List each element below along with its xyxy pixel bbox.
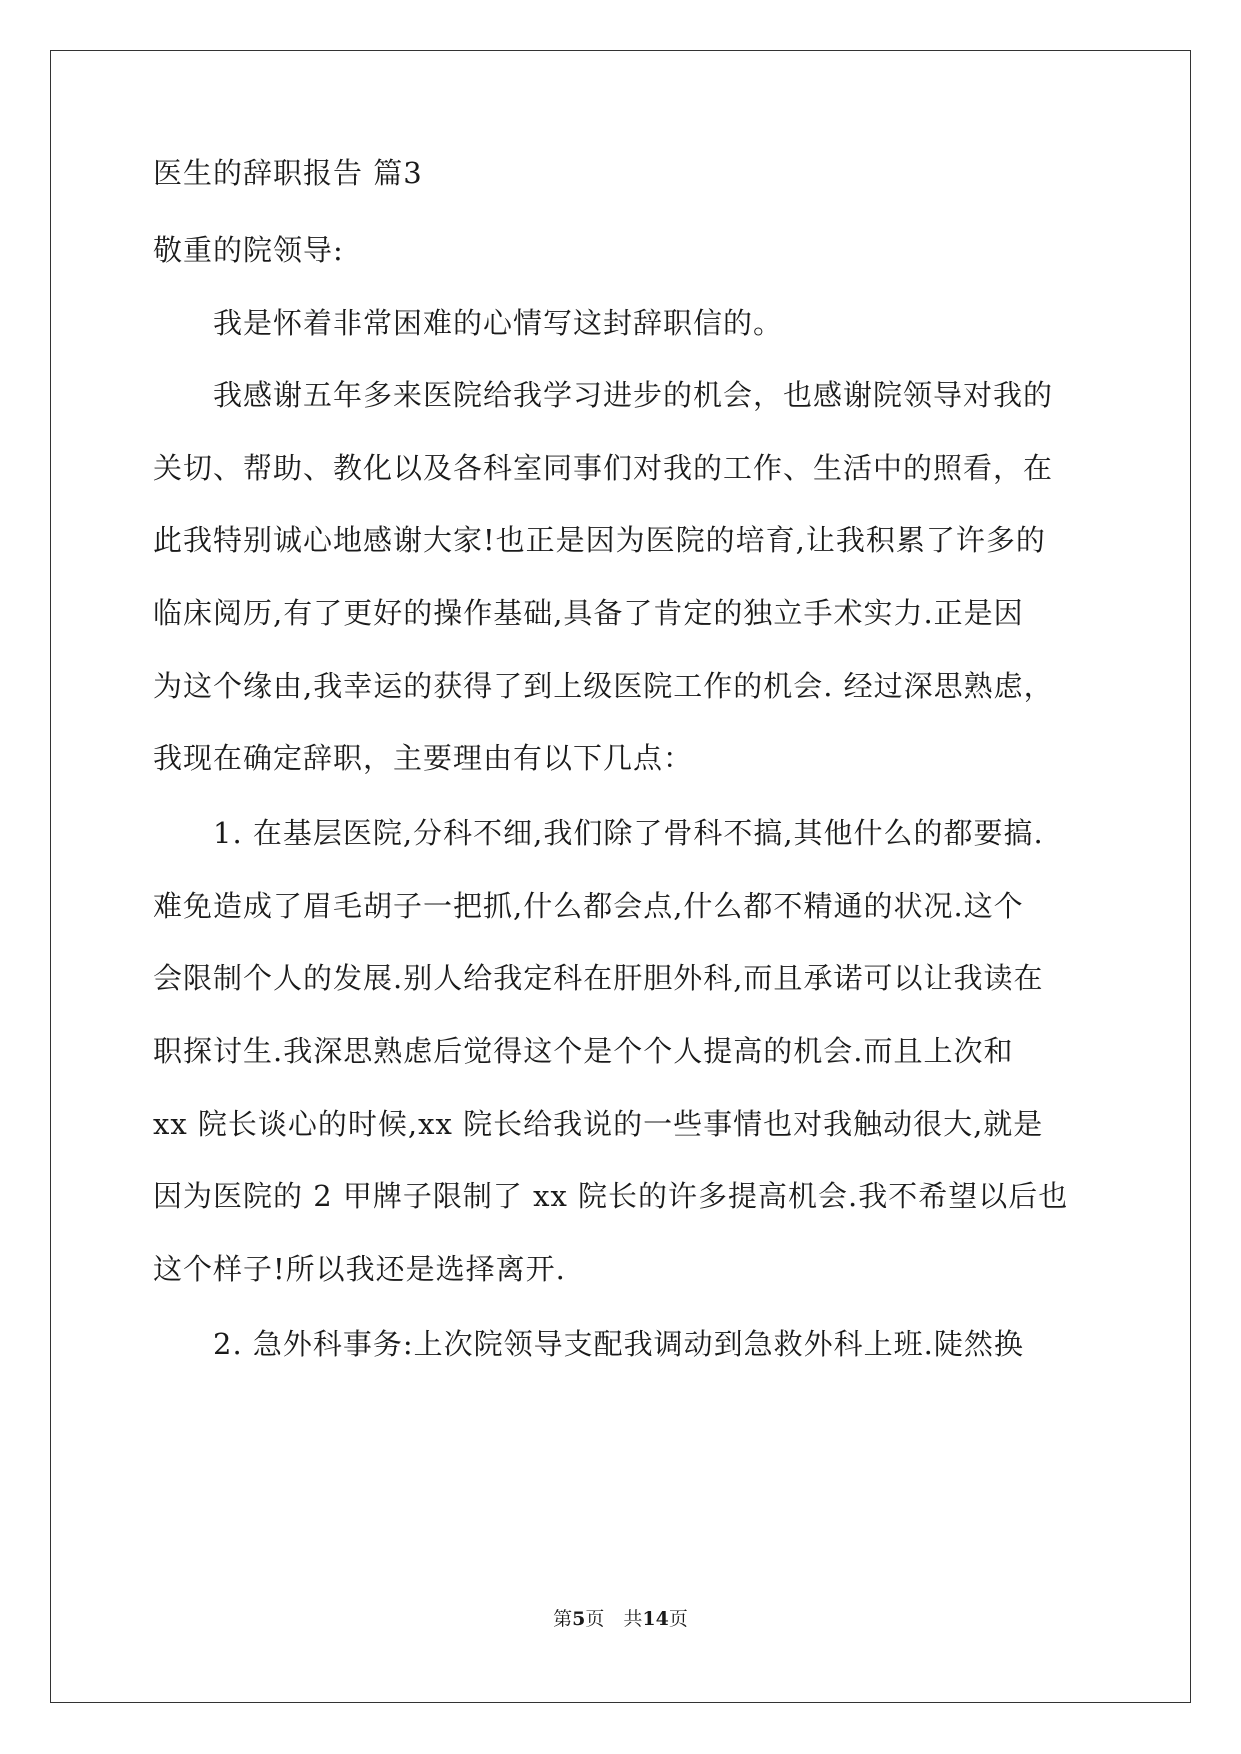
page-number-mid: 页 共 (585, 1608, 643, 1630)
page-footer (0, 1607, 1241, 1631)
body-line: 因为医院的 2 甲牌子限制了 xx 院长的许多提高机会.我不希望以后也 (153, 1179, 1069, 1213)
body-line: 我是怀着非常困难的心情写这封辞职信的。 (213, 306, 784, 340)
body-line: 我感谢五年多来医院给我学习进步的机会，也感谢院领导对我的 (213, 378, 1054, 412)
body-line: 职探讨生.我深思熟虑后觉得这个是个个人提高的机会.而且上次和 (153, 1034, 1014, 1068)
body-line: 关切、帮助、教化以及各科室同事们对我的工作、生活中的照看，在 (153, 451, 1054, 485)
body-line: 这个样子!所以我还是选择离开. (153, 1252, 566, 1286)
page-number-suffix: 页 (668, 1608, 688, 1630)
salutation: 敬重的院领导: (153, 233, 344, 267)
page-number-current: 5 (572, 1608, 586, 1630)
body-line: 为这个缘由,我幸运的获得了到上级医院工作的机会. 经过深思熟虑， (153, 669, 1054, 703)
body-line: 会限制个人的发展.别人给我定科在肝胆外科,而且承诺可以让我读在 (153, 961, 1044, 995)
body-line: 1. 在基层医院,分科不细,我们除了骨科不搞,其他什么的都要搞. (213, 816, 1044, 850)
page-number-total: 14 (642, 1608, 669, 1630)
document-title: 医生的辞职报告 篇3 (153, 156, 423, 190)
body-line: 难免造成了眉毛胡子一把抓,什么都会点,什么都不精通的状况.这个 (153, 889, 1024, 923)
body-line: 我现在确定辞职，主要理由有以下几点： (153, 741, 694, 775)
body-line: 2. 急外科事务:上次院领导支配我调动到急救外科上班.陡然换 (213, 1327, 1024, 1361)
page-border (50, 50, 1191, 1703)
body-line: xx 院长谈心的时候,xx 院长给我说的一些事情也对我触动很大,就是 (153, 1107, 1044, 1141)
body-line: 临床阅历,有了更好的操作基础,具备了肯定的独立手术实力.正是因 (153, 596, 1024, 630)
body-line: 此我特别诚心地感谢大家!也正是因为医院的培育,让我积累了许多的 (153, 523, 1046, 557)
page-number-prefix: 第 (553, 1608, 573, 1630)
